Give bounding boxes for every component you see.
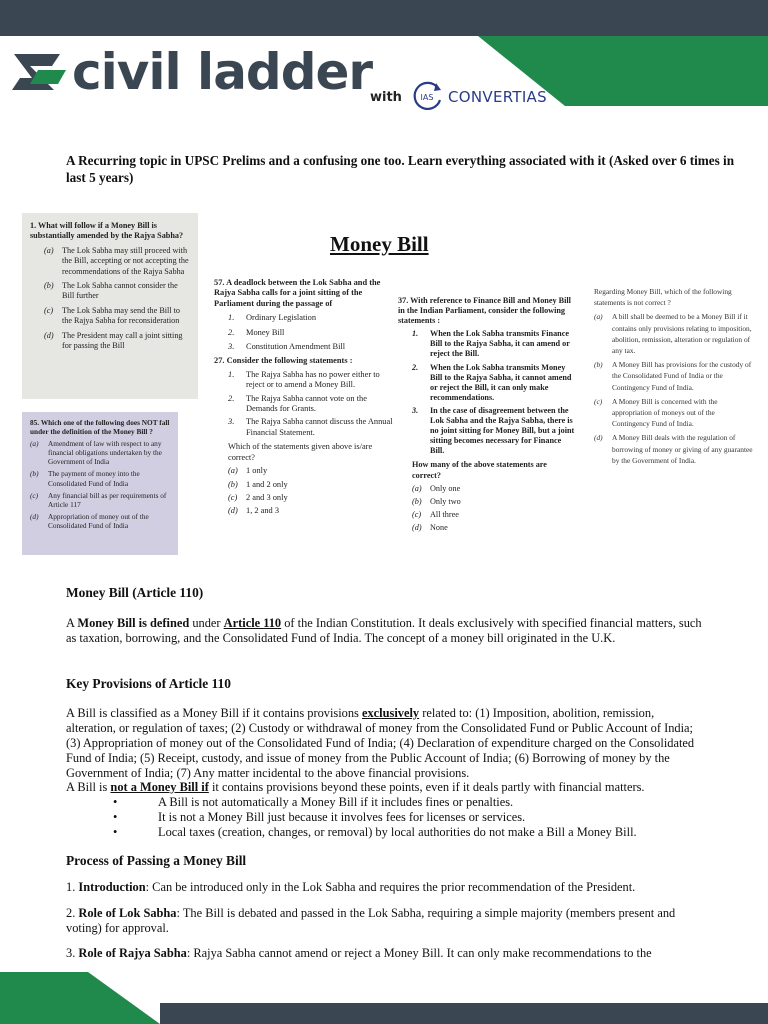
option: (a) 1 only	[228, 466, 268, 476]
option: (c) Any financial bill as per requirements of Article 117	[30, 490, 167, 509]
option: (c) 2 and 3 only	[228, 492, 288, 502]
option: (a) The Lok Sabha may still proceed with the Bill, accepting or not accepting the recommendations of the Rajya Sabha	[44, 245, 189, 276]
question-text: Regarding Money Bill, which of the following statements is not correct ?	[594, 287, 732, 308]
list-item: • It is not a Money Bill just because it involves fees for licenses or services.	[158, 810, 706, 825]
process-step: 1. Introduction: Can be introduced only in the Lok Sabha and requires the prior recommendation of the President.	[66, 880, 636, 894]
process-step: 3. Role of Rajya Sabha: Rajya Sabha cannot amend or reject a Money Bill. It can only make recommendations to the	[66, 946, 652, 960]
option: (b) The Lok Sabha cannot consider the Bill further	[44, 281, 178, 301]
option: (c) The Lok Sabha may send the Bill to the Rajya Sabha for reconsideration	[44, 305, 181, 326]
bold-term: Money Bill is defined	[77, 616, 190, 630]
question-text: 27. Consider the following statements :	[214, 356, 353, 366]
question-prompt: How many of the above statements are correct?	[412, 460, 547, 480]
statement: 1. When the Lok Sabha transmits Finance Bill to the Rajya Sabha, it can amend or reject the Bill.	[412, 329, 570, 359]
statement: 3. In the case of disagreement between the Lok Sabha and the Rajya Sabha, there is no joint sitting for Money Bill, but a joint sitting becomes necessary for Finance Bill.	[412, 405, 575, 456]
option: (a) A bill shall be deemed to be a Money Bill if it contains only provisions relating to imposition, abolition, remission, alteration or regulation of any tax.	[594, 312, 752, 356]
article-ref: Article 110	[223, 616, 282, 630]
option: (d) None	[412, 522, 448, 532]
question-text: 85. Which one of the following does NOT fall under the definition of the Money Bill ?	[30, 418, 170, 437]
not-money-bill-term: not a Money Bill if	[110, 780, 209, 794]
statement: 1. Ordinary Legislation	[228, 313, 317, 323]
option: (d) Appropriation of money out of the Consolidated Fund of India	[30, 511, 149, 530]
question-card-37	[398, 296, 576, 533]
not-money-bill-paragraph: A Bill is not a Money Bill if it contains provisions beyond these points, even if it deals partly with financial matters.	[66, 780, 645, 794]
option: (b) The payment of money into the Consolidated Fund of India	[30, 469, 140, 488]
option: (d) 1, 2 and 3	[228, 506, 280, 516]
option: (b) Only two	[412, 496, 461, 506]
statement: 1. The Rajya Sabha has no power either to reject or to amend a Money Bill.	[228, 369, 380, 390]
option: (c) All three	[412, 509, 459, 519]
question-card-57-27	[214, 278, 394, 554]
convertias-circle-icon	[410, 80, 444, 114]
ias-mark: IAS	[420, 93, 434, 102]
key-provisions-paragraph: A Bill is classified as a Money Bill if it contains provisions exclusively related to: (1) Imposition, abolition, remission, alteration, or regulation of taxes; (2) Custody or withdrawal of money from the Consolidated Fund or Public Account of India; (3) Appropriation of money out of the Consolidated Fund of India; (4) Declaration of expenditure charged on the Consolidated Fund of India; (5) Receipt, custody, and issue of money from the Public Account of India; (6) Borrowing of money by the Government of India; (7) Any matter incidental to the above financial provisions.	[66, 706, 695, 780]
with-label: with	[370, 90, 402, 105]
option: (c) A Money Bill is concerned with the appropriation of moneys out of the Contingency Fund of India.	[594, 396, 718, 429]
option: (b) A Money Bill has provisions for the custody of the Consolidated Fund of India or the Contingency Fund of India.	[594, 360, 752, 392]
list-item: • A Bill is not automatically a Money Bill if it includes fines or penalties.	[158, 795, 706, 810]
key-provisions-heading: Key Provisions of Article 110	[66, 676, 231, 691]
question-card-85	[22, 412, 178, 555]
option: (b) 1 and 2 only	[228, 479, 288, 489]
question-text: 37. With reference to Finance Bill and Money Bill in the Indian Parliament, consider the following statements :	[398, 296, 571, 326]
statement: 2. Money Bill	[228, 327, 285, 337]
brand-name: civil ladder	[72, 43, 373, 101]
bottom-bar	[160, 1003, 768, 1024]
question-text: 57. A deadlock between the Lok Sabha and the Rajya Sabha calls for a joint sitting of the Parliament during the passage of	[214, 278, 381, 308]
convertias-logo	[410, 80, 547, 114]
option: (d) The President may call a joint sitting for passing the Bill	[44, 330, 183, 351]
definition-paragraph: A Money Bill is defined under Article 110 of the Indian Constitution. It deals exclusively with specified financial matters, such as taxation, borrowing, and the Consolidated Fund of India. The concept of a money bill originated in the U.K.	[66, 616, 702, 645]
statement: 3. Constitution Amendment Bill	[228, 342, 346, 352]
question-text: 1. What will follow if a Money Bill is substantially amended by the Rajya Sabha?	[30, 221, 184, 241]
process-heading: Process of Passing a Money Bill	[66, 853, 247, 868]
exclusions-list	[66, 795, 706, 840]
option: (a) Only one	[412, 483, 461, 493]
page-title: Money Bill	[330, 232, 429, 256]
option: (d) A Money Bill deals with the regulation of borrowing of money or giving of any guarantee by the Government of India.	[594, 433, 753, 465]
exclusively-term: exclusively	[361, 706, 420, 720]
process-step: 2. Role of Lok Sabha: The Bill is debated and passed in the Lok Sabha, requiring a simple majority (members present and voting) for approval.	[66, 906, 676, 935]
ladder-icon	[8, 48, 70, 96]
option: (a) Amendment of law with respect to any financial obligations undertaken by the Government of India	[30, 439, 162, 467]
list-item: • Local taxes (creation, changes, or removal) by local authorities do not make a Bill a Money Bill.	[158, 825, 706, 840]
question-prompt: Which of the statements given above is/are correct?	[228, 442, 373, 462]
civil-ladder-logo	[8, 42, 372, 102]
question-card-1	[22, 213, 198, 399]
intro-text: A Recurring topic in UPSC Prelims and a confusing one too. Learn everything associated with it (Asked over 6 times in last 5 years)	[66, 153, 735, 185]
statement: 3. The Rajya Sabha cannot discuss the Annual Financial Statement.	[228, 417, 393, 437]
footer-green-wedge	[0, 972, 160, 1024]
article-heading: Money Bill (Article 110)	[66, 585, 204, 600]
statement: 2. When the Lok Sabha transmits Money Bill to the Rajya Sabha, it cannot amend or reject the Bill, it can only make recommendations.	[412, 362, 572, 402]
partner-name: CONVERTIAS	[448, 88, 547, 106]
top-bar	[0, 0, 768, 36]
statement: 2. The Rajya Sabha cannot vote on the Demands for Grants.	[228, 393, 367, 414]
question-card-regarding	[594, 286, 754, 466]
